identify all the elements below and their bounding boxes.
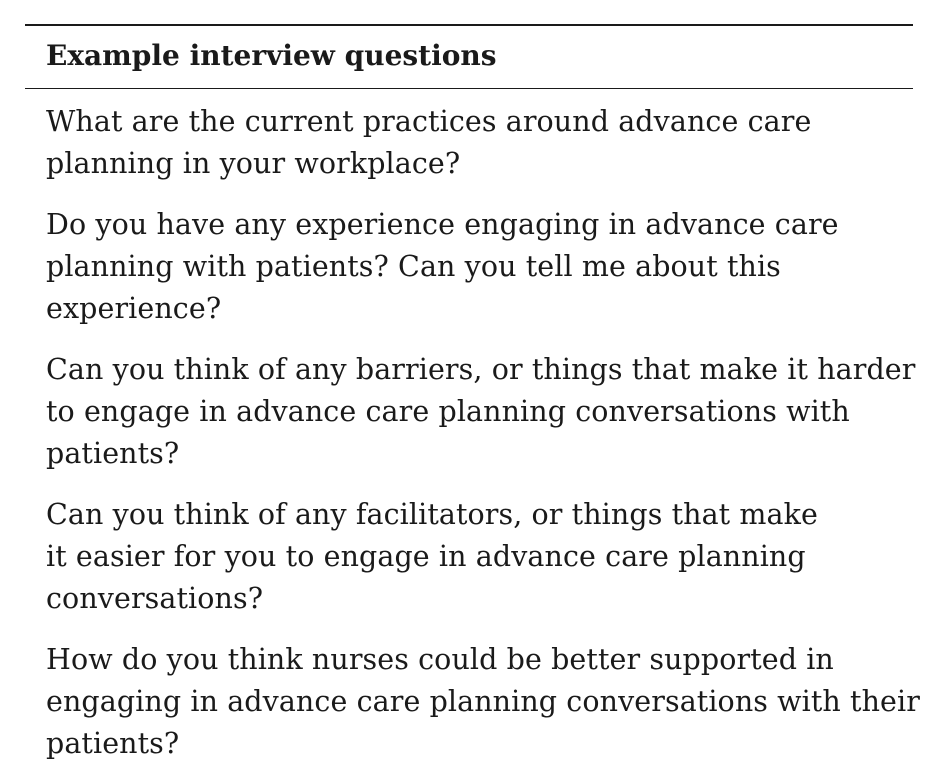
question-line: planning with patients? Can you tell me about this — [46, 250, 781, 283]
question-4 — [46, 494, 913, 620]
question-line: experience? — [46, 292, 222, 325]
question-line: to engage in advance care planning conversations with — [46, 395, 850, 428]
question-line: planning in your workplace? — [46, 147, 461, 180]
question-1 — [46, 101, 913, 185]
interview-questions-table — [25, 24, 920, 784]
question-line: engaging in advance care planning conversations with their — [46, 685, 920, 718]
question-3 — [46, 349, 916, 475]
question-2 — [46, 204, 913, 330]
question-line: conversations? — [46, 582, 264, 615]
table-header: Example interview questions — [46, 39, 497, 72]
question-line: it easier for you to engage in advance care planning — [46, 540, 806, 573]
question-list — [25, 89, 920, 765]
question-line: Can you think of any barriers, or things that make it harder — [46, 353, 916, 386]
question-line: How do you think nurses could be better supported in — [46, 643, 834, 676]
question-line: What are the current practices around advance care — [46, 105, 812, 138]
question-line: Do you have any experience engaging in advance care — [46, 208, 839, 241]
question-line: patients? — [46, 727, 180, 760]
question-line: Can you think of any facilitators, or things that make — [46, 498, 818, 531]
question-5 — [46, 639, 920, 765]
question-line: patients? — [46, 437, 180, 470]
